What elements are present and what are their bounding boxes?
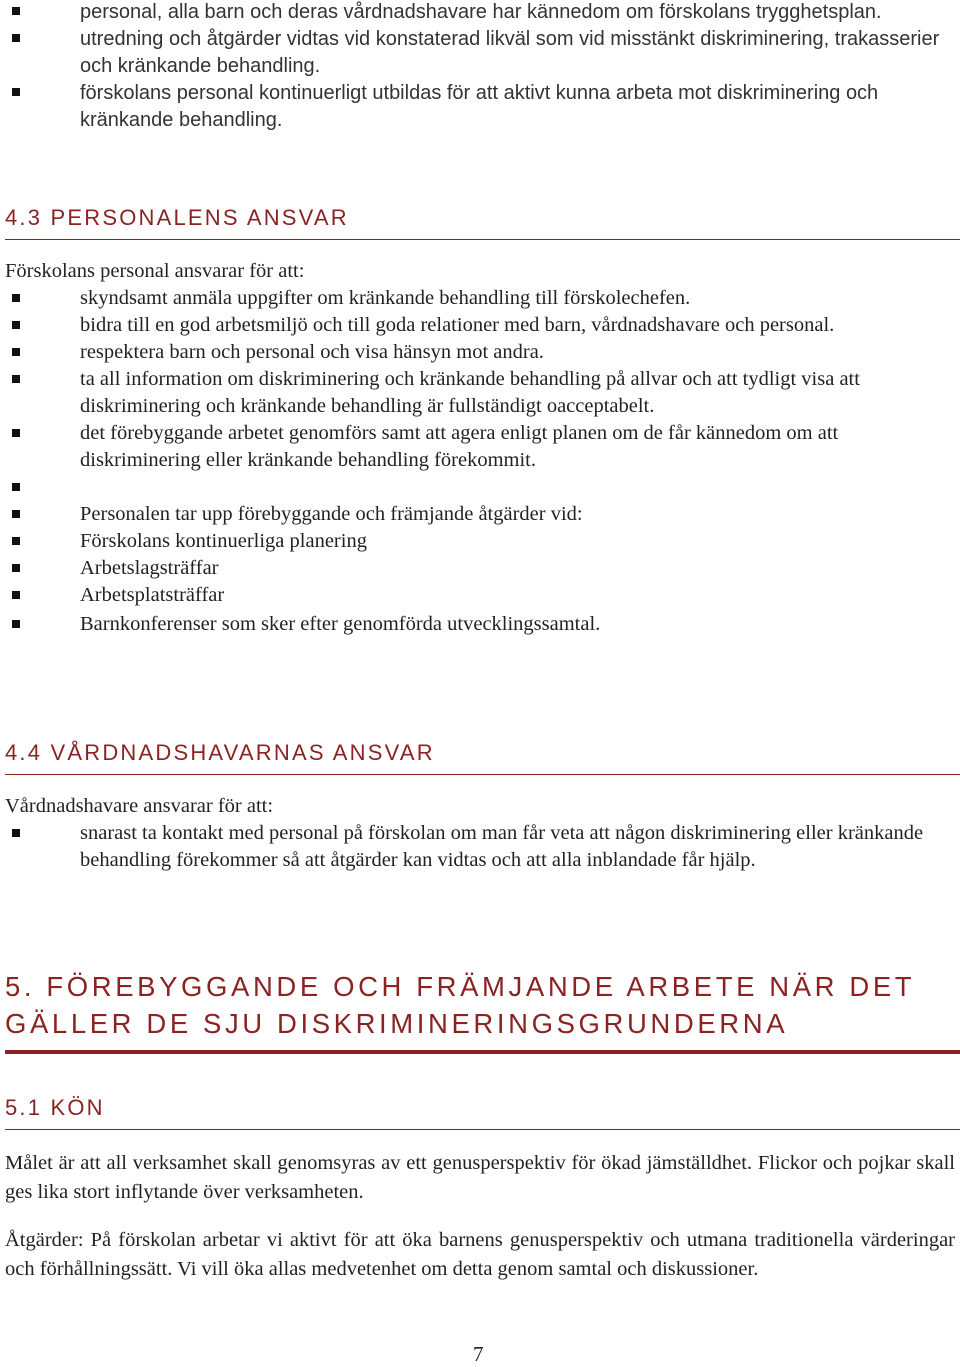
list-item: respektera barn och personal och visa hänsyn mot andra. (0, 339, 950, 366)
square-bullet-icon (12, 829, 20, 837)
list-item: förskolans personal kontinuerligt utbildas för att aktivt kunna arbeta mot diskriminering och kränkande behandling. (0, 80, 950, 134)
square-bullet-icon (12, 564, 20, 572)
list-item: ta all information om diskriminering och kränkande behandling på allvar och att tydligt visa att diskriminering och kränkande behandling är fullständigt oacceptabelt. (0, 366, 950, 420)
square-bullet-icon (12, 483, 20, 491)
square-bullet-icon (12, 429, 20, 437)
list-item: Förskolans kontinuerliga planering (0, 528, 950, 555)
section-heading-4-3: 4.3 PERSONALENS ANSVAR (5, 205, 960, 240)
section-5-1-paragraph-1: Målet är att all verksamhet skall genomsyras av ett genusperspektiv för ökad jämställdhet. Flickor och pojkar skall ges lika stort inflytande över verksamheten. (5, 1152, 955, 1203)
section-4-4-lead: Vårdnadshavare ansvarar för att: (5, 795, 274, 817)
square-bullet-icon (12, 537, 20, 545)
square-bullet-icon (12, 294, 20, 302)
square-bullet-icon (12, 591, 20, 599)
section-4-4-bullet-list (0, 820, 940, 874)
section-5-1-paragraph-2: Åtgärder: På förskolan arbetar vi aktivt för att öka barnens genusperspektiv och utmana traditionella värderingar och förhållningssätt. Vi vill öka allas medvetenhet om detta genom samtal och diskussioner. (5, 1229, 955, 1280)
square-bullet-icon (12, 34, 20, 42)
square-bullet-icon (12, 321, 20, 329)
section-heading-5: 5. FÖREBYGGANDE OCH FRÄMJANDE ARBETE NÄR DET GÄLLER DE SJU DISKRIMINERINGSGRUNDERNA (5, 968, 960, 1054)
list-item: Arbetslagsträffar (0, 555, 950, 582)
section-4-3-lead: Förskolans personal ansvarar för att: (5, 260, 305, 282)
page-number: 7 (473, 1342, 484, 1366)
square-bullet-icon (12, 620, 20, 628)
list-item: Arbetsplatsträffar (0, 582, 950, 609)
list-item: skyndsamt anmäla uppgifter om kränkande behandling till förskolechefen. (0, 285, 950, 312)
square-bullet-icon (12, 348, 20, 356)
section-4-3-bullet-list (0, 285, 950, 638)
list-item: Personalen tar upp förebyggande och främjande åtgärder vid: (0, 501, 950, 528)
list-item (0, 474, 950, 501)
square-bullet-icon (12, 7, 20, 15)
list-item: utredning och åtgärder vidtas vid konstaterad likväl som vid misstänkt diskriminering, trakasserier och kränkande behandling. (0, 26, 950, 80)
intro-bullet-list (0, 0, 950, 134)
section-heading-5-1: 5.1 KÖN (5, 1095, 960, 1130)
square-bullet-icon (12, 88, 20, 96)
square-bullet-icon (12, 510, 20, 518)
list-item: det förebyggande arbetet genomförs samt att agera enligt planen om de får kännedom om att diskriminering eller kränkande behandling förekommit. (0, 420, 950, 474)
section-heading-4-4: 4.4 VÅRDNADSHAVARNAS ANSVAR (5, 740, 960, 775)
square-bullet-icon (12, 375, 20, 383)
list-item: snarast ta kontakt med personal på förskolan om man får veta att någon diskriminering eller kränkande behandling förekommer så att åtgärder kan vidtas och att alla inblandade får hjälp. (0, 820, 940, 874)
list-item: Barnkonferenser som sker efter genomförda utvecklingssamtal. (0, 611, 950, 638)
list-item: bidra till en god arbetsmiljö och till goda relationer med barn, vårdnadshavare och personal. (0, 312, 950, 339)
list-item: personal, alla barn och deras vårdnadshavare har kännedom om förskolans trygghetsplan. (0, 0, 950, 26)
